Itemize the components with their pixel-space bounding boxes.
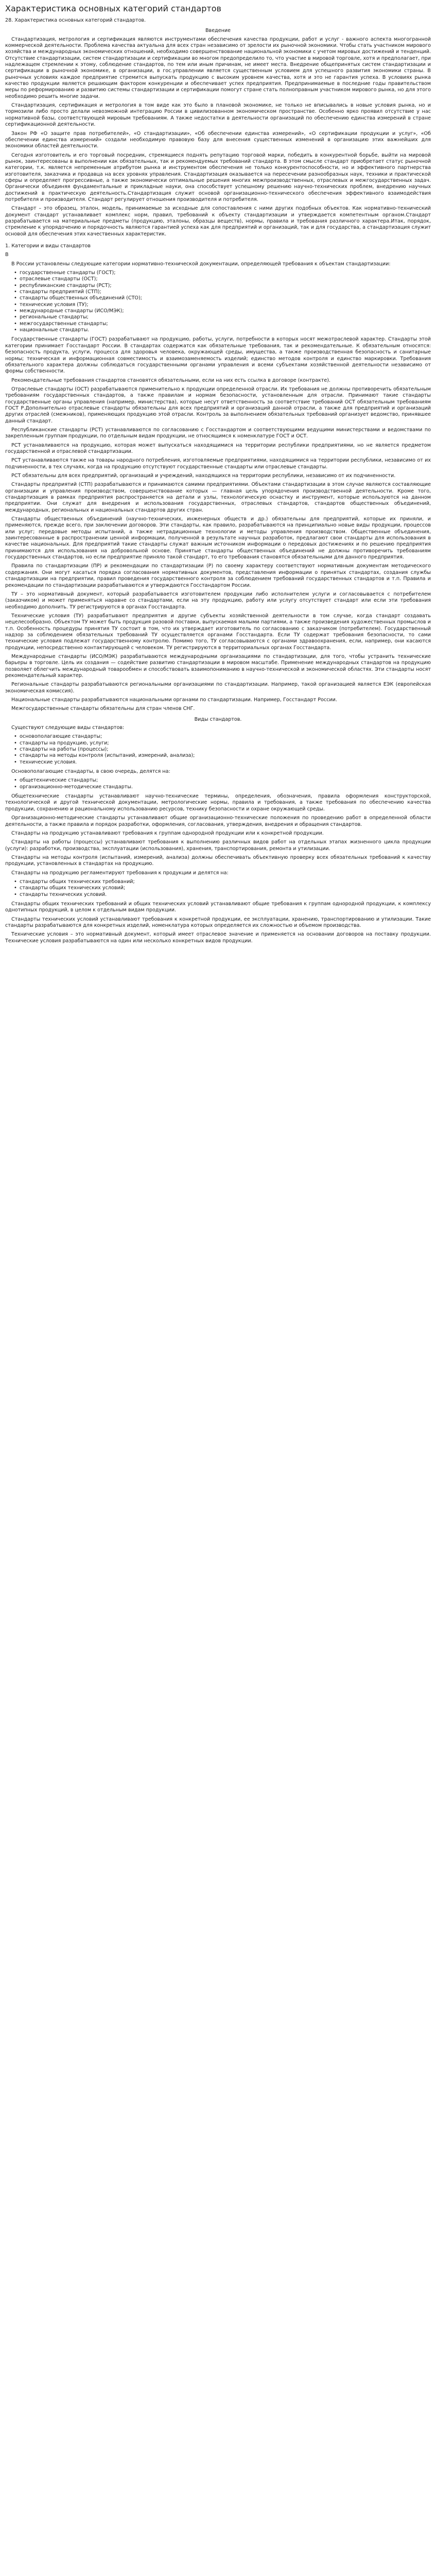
body-paragraph: РСТ обязательны для всех предприятий, организаций и учреждений, находящихся на территории республики, независимо от их подчиненности. bbox=[11, 473, 396, 479]
body-paragraph: Национальные стандарты разрабатываются национальными органами по стандартизации. Например, Госстандарт России. bbox=[11, 697, 337, 703]
list-item: • организационно-методические стандарты. bbox=[20, 784, 431, 790]
body-paragraph: Стандарты общественных объединений (научно-технических, инженерных обществ и др.) обязательны для предприятий, которые их приняли, и применяются, прежде всего, при заключении договоров. Эти стандарты, как правило, разрабатываются на принципиально новые виды продукции, процессов или услуг; передовые методы испытаний, а также нетрадиционные технологии и методы управления производством. Общественные объединения, заинтересованные в распространении ценной информации, полученной в результате научных разработок, предлагают свои стандарты для использования в качестве национальных. Для предприятий такие стандарты служат важным источником информации о передовых достижениях и по решению предприятия принимаются для использования на добровольной основе. Принятые стандарты общественных объединений не должны противоречить требованиям государственных стандартов, но если предприятие приняло такой стандарт, то его требования становятся обязательными для данного предприятия. bbox=[5, 516, 431, 561]
body-paragraph: РСТ устанавливаются также на товары народного потребления, изготовляемые предприятиями, находящимися на территории республики, независимо от их подчиненности, в тех случаях, когда на продукцию отсутствуют государственные стандарты или отраслевые стандарты. bbox=[5, 457, 431, 470]
intro-section bbox=[5, 37, 431, 238]
types-list bbox=[5, 734, 431, 766]
body-paragraph: Государственные стандарты (ГОСТ) разрабатывают на продукцию, работы, услуги, потребности в которых носят межотраслевой характер. Стандарты этой категории принимает Госстандарт России. В стандартах содержатся как обязательные требования, так и рекомендательные. К обязательным относятся: безопасность продукта, услуги, процесса для здоровья человека, окружающей среды, имущества, а также производственная безопасность и санитарные нормы; техническая и информационная совместимость и взаимозаменяемость изделий; единство методов контроля и единство маркировки. Требования обязательного характера должны соблюдаться государственными органами управления и всеми субъектами хозяйственной деятельности независимо от формы собственности. bbox=[5, 336, 431, 375]
section-sub: В bbox=[5, 252, 9, 258]
product-types-description bbox=[5, 901, 431, 944]
body-paragraph: Стандарты на продукцию устанавливают требования к группам однородной продукции или к конкретной продукции. bbox=[11, 830, 324, 836]
section-heading: 1. Категории и виды стандартов bbox=[5, 243, 91, 249]
list-item: • стандарты технических условий. bbox=[20, 892, 431, 898]
body-paragraph: Международные стандарты (ИСО/МЭК) разрабатываются международными организациями по стандартизации, для того, чтобы устранить технические барьеры в торговле. Цель их создания — содействие развитию стандартизации в мировом масштабе. Применение международных стандартов на продукцию позволяет облегчить международный товарообмен и способствовать взаимопониманию в научно-технической и экономической областях. Эти стандарты носят рекомендательный характер. bbox=[5, 653, 431, 679]
list-item: • межгосударственные стандарты; bbox=[20, 321, 431, 327]
body-paragraph: Отраслевые стандарты (ОСТ) разрабатываются применительно к продукции определенной отрасли. Их требования не должны противоречить обязательным требованиям государственных стандартов, а также правилам и нормам безопасности, установленным для отрасли. Принимают такие стандарты государственные органы управления (например, министерства), которые несут ответственность за соответствие требований ОСТ обязательным требованиям ГОСТ Р.Дополнительно отраслевые стандарты обязательны для всех предприятий и организаций данной отрасли, а также для предприятий и организаций других отраслей (смежников), применяющих продукцию этой отрасли. Контроль за выполнением обязательных требований организует ведомство, принявшее данный стандарт. bbox=[5, 386, 431, 424]
list-item: • региональные стандарты; bbox=[20, 314, 431, 320]
body-paragraph: ТУ – это нормативный документ, который разрабатывается изготовителем продукции либо исполнителем услуги и согласовывается с потребителем (заказчиком) и может применяться наравне со стандартами, если на эту продукцию, работу или услугу отсутствует стандарт или если эти требования необходимо дополнить. ТУ регистрируются в органах Госстандарта. bbox=[5, 591, 431, 610]
basic-types-list bbox=[5, 777, 431, 790]
intro-paragraph: Стандартизация, метрология и сертификация являются инструментами обеспечения качества продукции, работ и услуг - важного аспекта многогранной коммерческой деятельности. Проблема качества актуальна для всех стран независимо от зрелости их рыночной экономики. Чтобы стать участником мирового хозяйства и международных экономических отношений, необходимо совершенствование национальной экономики с учетом мировых достижений и тенденций. Отсутствие стандартизации, систем стандартизации и сертификации во многом предопределило то, что участие в мировой торговле, хотя и предполагает, при надлежащем стремлении к этому, соблюдение стандартов, по тем или иным причинам, не имеет места. Внедрение общепринятых систем стандартизации и сертификации в рыночной экономике, в организации, в гос.управлении является существенным условием для успешного развития экономики страны. В рыночных условиях каждое предприятие стремится выпускать продукцию с высоким уровнем качества, хотя и это не гарантия успеха. В условиях рынка качество продукции является решающим фактором конкуренции и обеспечивает успех предприятия. Предпринимаемые в последние годы правительством меры по реформированию и развитию системы стандартизации и сертификации помогут стране стать полноправным участником мирового рынка, но для этого необходимо решить многие задачи. bbox=[5, 36, 431, 99]
body-paragraph: Правила по стандартизации (ПР) и рекомендации по стандартизации (Р) по своему характеру соответствуют нормативным документам методического содержания. Они могут касаться порядка согласования нормативных документов, представления информации о принятых стандартах, создания службы стандартизации на предприятии, правил проведения государственного контроля за соблюдением требований государственных стандартов и т.п. Правила и рекомендации по стандартизации разрабатываются и утверждаются Госстандартом России. bbox=[5, 563, 431, 588]
page-title: Характеристика основных категорий стандартов bbox=[5, 4, 221, 13]
list-item: • технические условия (ТУ); bbox=[20, 302, 431, 308]
question-line: 28. Характеристика основных категорий стандартов. bbox=[5, 18, 146, 23]
list-item: • стандарты на продукцию, услуги; bbox=[20, 740, 431, 747]
body-paragraph: Технические условия (ТУ) разрабатывают предприятия и другие субъекты хозяйственной деятельности в том случае, когда стандарт создавать нецелесообразно. Объектом ТУ может быть продукция разовой поставки, выпускаемая малыми партиями, а также произведения художественных промыслов и т.п. Особенность процедуры принятия ТУ состоит в том, что их утверждает изготовитель по согласованию с заказчиком (потребителем). Государственный надзор за соблюдением обязательных требований ТУ осуществляется органами Госстандарта. Если ТУ содержат требования безопасности, то сами технические условия подлежат государственному контролю. Помимо того, ТУ согласовываются с органами здравоохранения, если, например, они касаются продукции, непосредственно контактирующей с человеком. ТУ регистрируются в территориальных органах Госстандарта. bbox=[5, 613, 431, 651]
body-paragraph: РСТ устанавливаются на продукцию, которая может выпускаться находящимися на территории республики предприятиями, но не является предметом государственной и отраслевой стандартизации. bbox=[5, 442, 431, 454]
body-paragraph: Стандарты технических условий устанавливают требования к конкретной продукции, ее эксплуатации, хранению, транспортированию и утилизации. Такие стандарты разрабатываются для конкретных изделий, номенклатура которых определяется их сложностью и объемом производства. bbox=[5, 916, 431, 928]
list-item: • республиканские стандарты (РСТ); bbox=[20, 283, 431, 289]
intro-paragraph: Стандарт – это образец, эталон, модель, принимаемые за исходные для сопоставления с ними других подобных объектов. Как нормативно-технический документ стандарт устанавливает комплекс норм, правил, требований к объекту стандартизации и утверждается компетентным органом.Стандарт разрабатывается на материальные предметы (продукцию, эталоны, образцы веществ), нормы, правила и требования различного характера.Итак, порядок, стремление к упорядочению и порядочность являются гарантией успеха как для предприятий и организаций, так и для государства, а стандартизация служит основой для обеспечения этих качественных характеристик. bbox=[5, 206, 431, 237]
list-item: • технические условия. bbox=[20, 759, 431, 766]
intro-paragraph: Закон РФ «О защите прав потребителей», «О стандартизации», «Об обеспечении единства измерений», «О сертификации продукции и услуг», «Об обеспечении единства измерений» создали необходимую правовую базу для внесения существенных изменений в организацию этих важнейших для экономики областей деятельности. bbox=[5, 130, 431, 149]
intro-paragraph: Сегодня изготовитель и его торговый посредник, стремящиеся поднять репутацию торговой марки, победить в конкурентной борьбе, выйти на мировой рынок, заинтересованы в выполнении как обязательных, так и рекомендуемых требований стандарта. В этом смысле стандарт приобретает статус рыночной категории, т.к. является непременным атрибутом рынка и инструментом обеспечения не только конкурентоспособности, но и эффективного партнерства изготовителя, заказчика и продавца на всех уровнях управления. Стандартизация оказывается на пересечении разнообразных наук, техники и практической сферы и определяет прогрессивные, а также экономически оптимальные решения многих межпроизводственных, отраслевых и межгосударственных задач. Органически объединяя фундаментальные и прикладные науки, она способствует успешному решению научно-технических проблем, внедрению научных достижений в практическую деятельность.Стандартизация служит основой организационно-технического обеспечения эффективного взаимодействия потребителя и производителя. Стандарт регулирует отношения производителя и потребителя. bbox=[5, 152, 431, 202]
list-item: • основополагающие стандарты; bbox=[20, 734, 431, 740]
list-item: • общетехнические стандарты; bbox=[20, 777, 431, 784]
product-types-list bbox=[5, 879, 431, 898]
categories-list bbox=[5, 270, 431, 333]
body-paragraph: Организационно-методические стандарты устанавливают общие организационно-технические положения по проведению работ в определенной области деятельности, а также правила и порядок разработки, оформления, согласования, утверждения, внедрения и обращения стандартов. bbox=[5, 815, 431, 827]
intro-paragraph: Стандартизация, сертификация и метрология в том виде как это было в плановой экономике, не только не вписывались в новые условия рынка, но и тормозили либо просто делали невозможной интеграцию России в цивилизованном экономическом пространстве. Особенно ярко проявил отсутствие у нас нормативной базы, соответствующей мировым требованиям. А также недостатки в деятельности организаций по обеспечению единства измерений в стране сертификационной деятельности. bbox=[5, 103, 431, 128]
body-paragraph: Республиканские стандарты (РСТ) устанавливаются по согласованию с Госстандартом и соответствующими ведущими министерствами и ведомствами по закрепленным группам продукции, по отдельным видам продукции, не относящимся к номенклатуре ГОСТ и ОСТ. bbox=[5, 427, 431, 439]
basic-intro: Основополагающие стандарты, в свою очередь, делятся на: bbox=[11, 769, 170, 775]
categories-intro: В России установлены следующие категории нормативно-технической документации, определяющей требования к объектам стандартизации: bbox=[11, 261, 391, 267]
body-paragraph: Стандарты на методы контроля (испытаний, измерений, анализа) должны обеспечивать объективную проверку всех обязательных требований к качеству продукции, установленных в стандартах на продукцию. bbox=[5, 854, 431, 867]
list-item: • отраслевые стандарты (ОСТ); bbox=[20, 276, 431, 282]
body-paragraph: Стандарты предприятий (СТП) разрабатываются и принимаются самими предприятиями. Объектами стандартизации в этом случае являются составляющие организации и управления производством, совершенствование которых — главная цель упорядочения производственной деятельности. Кроме того, стандартизация в рамках предприятия распространяется на детали и узлы, технологическую оснастку и инструмент, которые используются на данном предприятии. Они служат для внедрения и использования государственных, отраслевых стандартов, стандартов общественных объединений, международных, региональных и национальных стандартов других стран. bbox=[5, 482, 431, 513]
list-item: • стандарты общих технических требований; bbox=[20, 879, 431, 885]
body-paragraph: Рекомендательные требования стандартов становятся обязательными, если на них есть ссылка в договоре (контракте). bbox=[11, 377, 331, 383]
body-paragraph: Технические условия – это нормативный документ, который имеет отраслевое значение и применяется на основании договоров на поставку продукции. Технические условия разрабатываются на один или несколько конкретных видов продукции. bbox=[5, 931, 431, 944]
page bbox=[0, 0, 436, 956]
list-item: • стандарты общих технических условий; bbox=[20, 885, 431, 891]
list-item: • стандарты общественных объединений (СТО); bbox=[20, 295, 431, 301]
body-paragraph: Стандарты общих технических требований и общих технических условий устанавливают общие требования к группам однородной продукции, к комплексу однотипных продукций, в целом к отдельным видам продукции. bbox=[5, 901, 431, 913]
body-paragraph: Стандарты на продукцию регламентируют требования к продукции и делятся на: bbox=[11, 870, 229, 876]
list-item: • государственные стандарты (ГОСТ); bbox=[20, 270, 431, 276]
categories-description bbox=[5, 336, 431, 712]
intro-heading: Введение bbox=[205, 28, 231, 34]
body-paragraph: Общетехнические стандарты устанавливают научно-технические термины, определения, обозначения, правила оформления конструкторской, технологической и другой технической документации, метрологические нормы, правила и требования, а также требования по обеспечению качества продукции, сохранению и рациональному использованию ресурсов, технику безопасности и охране окружающей среды. bbox=[5, 793, 431, 812]
list-item: • международные стандарты (ИСО/МЭК); bbox=[20, 308, 431, 314]
section-heading: Виды стандартов. bbox=[194, 716, 242, 722]
list-item: • стандарты предприятий (СТП); bbox=[20, 289, 431, 295]
article-body bbox=[5, 18, 431, 944]
list-item: • национальные стандарты. bbox=[20, 327, 431, 333]
body-paragraph: Межгосударственные стандарты обязательны для стран членов СНГ. bbox=[11, 706, 195, 712]
body-paragraph: Региональные стандарты разрабатываются региональными организациями по стандартизации. Например, такой организацией является ЕЭК (европейская экономическая комиссия). bbox=[5, 682, 431, 694]
body-paragraph: Стандарты на работы (процессы) устанавливают требования к выполнению различных видов работ на отдельных этапах жизненного цикла продукции (услуги): разработки, производства, эксплуатации (использования), хранения, транспортирования, ремонта и утилизации. bbox=[5, 839, 431, 852]
types-intro: Существуют следующие виды стандартов: bbox=[11, 725, 125, 731]
list-item: • стандарты на методы контроля (испытаний, измерений, анализа); bbox=[20, 753, 431, 759]
types-description bbox=[5, 793, 431, 876]
list-item: • стандарты на работы (процессы); bbox=[20, 747, 431, 753]
